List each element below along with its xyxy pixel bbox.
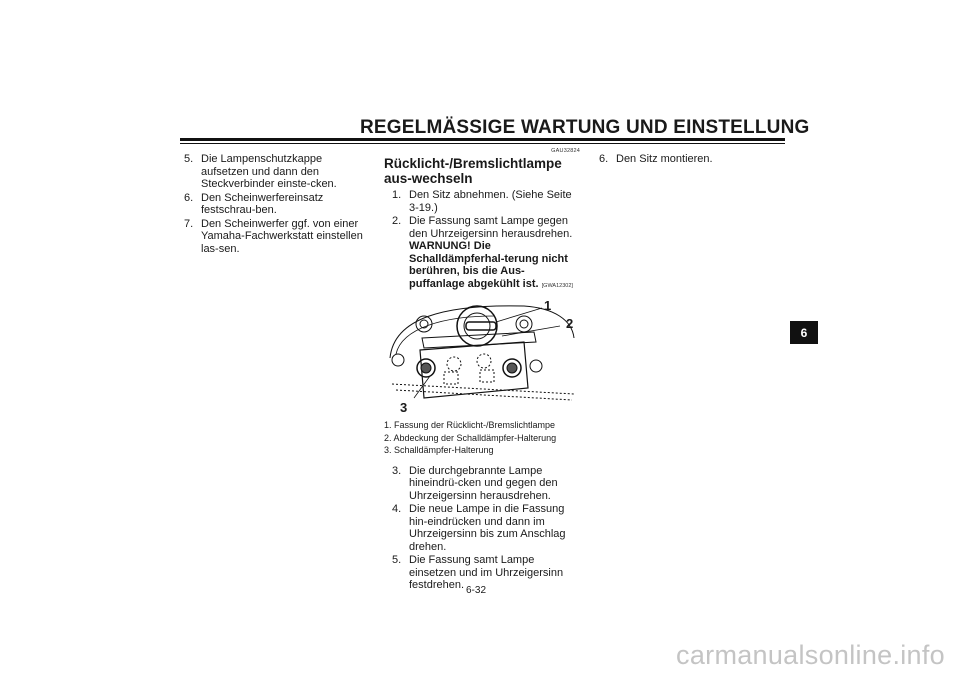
chapter-tab[interactable]: 6 [790, 321, 818, 344]
left-column [184, 153, 370, 256]
warning-text: WARNUNG! Die Schalldämpferhal-terung nicht berühren, bis die Aus-puffanlage abgekühlt ist. [409, 240, 568, 290]
right-steps-list [599, 153, 785, 166]
tail-light-illustration [384, 298, 580, 416]
list-item: 5. Die Fassung samt Lampe einsetzen und im Uhrzeigersinn festdrehen. [392, 554, 564, 591]
figure-label-3: 3 [400, 400, 408, 415]
page-number: 6-32 [466, 585, 487, 596]
tail-light-figure [384, 298, 580, 416]
list-item: 2. Die Fassung samt Lampe gegen den Uhrzeigersinn herausdrehen. WARNUNG! Die Schalldämpferhal-terung nicht berühren, bis die Aus-puffanlage abgekühlt ist. [GWA12302] [392, 215, 573, 290]
list-item: 7. Den Scheinwerfer ggf. von einer Yamaha-Fachwerkstatt einstellen las-sen. [184, 217, 363, 255]
warning-code: [GWA12302] [541, 282, 573, 289]
figure-label-1: 1 [544, 298, 552, 313]
middle-steps-list-2 [392, 465, 580, 592]
list-item: 6. Den Scheinwerfereinsatz festschrau-ben. [184, 191, 324, 216]
header-rule [180, 138, 785, 141]
list-item: 4. Die neue Lampe in die Fassung hin-eindrücken und dann im Uhrzeigersinn bis zum Anschlag drehen. [392, 503, 566, 553]
watermark: carmanualsonline.info [676, 640, 945, 670]
right-column [599, 153, 785, 167]
page-title: REGELMÄSSIGE WARTUNG UND EINSTELLUNG [360, 117, 810, 138]
caption-1: 1. Fassung der Rücklicht-/Bremslichtlampe [384, 420, 556, 430]
section-heading: Rücklicht-/Bremslichtlampe aus-wechseln [384, 156, 562, 186]
caption-2: 2. Abdeckung der Schalldämpfer-Halterung [384, 432, 557, 443]
list-item: 1. Den Sitz abnehmen. (Siehe Seite 3-19.) [392, 189, 572, 214]
header-rule-thin [180, 143, 785, 144]
figure-captions [384, 419, 580, 457]
list-item: 6. Den Sitz montieren. [599, 153, 713, 165]
left-steps-list [184, 153, 370, 255]
section-code: GAU32824 [551, 148, 580, 154]
middle-column [384, 148, 580, 593]
figure-label-2: 2 [566, 316, 574, 331]
caption-3: 3. Schalldämpfer-Halterung [384, 445, 494, 455]
list-item: 3. Die durchgebrannte Lampe hineindrü-cken und gegen den Uhrzeigersinn herausdrehen. [392, 464, 558, 502]
list-item: 5. Die Lampenschutzkappe aufsetzen und dann den Steckverbinder einste-cken. [184, 153, 337, 190]
middle-steps-list [392, 189, 580, 292]
